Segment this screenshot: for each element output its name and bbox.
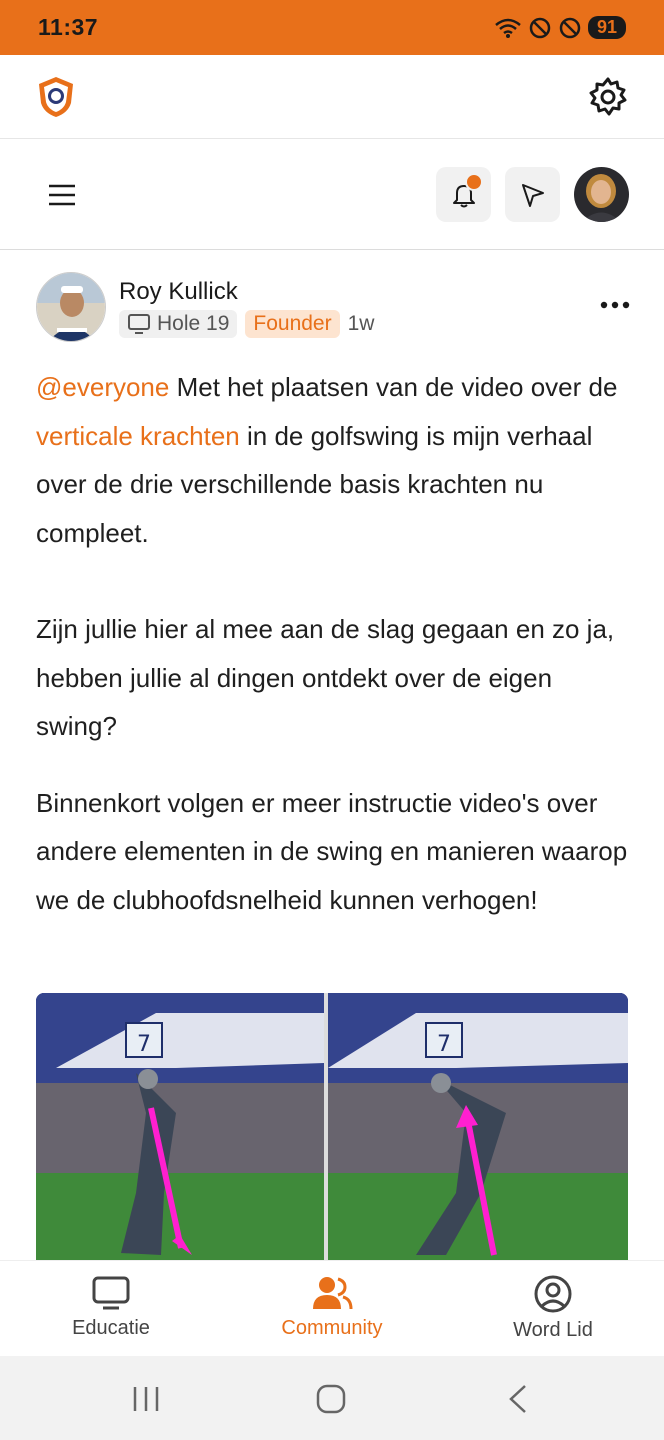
notification-badge (465, 173, 483, 191)
nav-community[interactable] (232, 1275, 432, 1340)
battery-level: 91 (588, 16, 626, 39)
post-paragraph-3: Binnenkort volgen er meer instructie video's over andere elementen in de swing en manieren waarop we de clubhoofdsnelheid kunnen verhogen! (36, 787, 628, 915)
back-icon[interactable] (505, 1383, 531, 1415)
user-circle-icon (533, 1275, 573, 1313)
more-options-icon[interactable] (596, 295, 636, 315)
mention-everyone[interactable]: @everyone (36, 372, 170, 402)
nav-label: Community (281, 1317, 383, 1339)
bottom-nav (0, 1260, 664, 1356)
system-nav-bar (0, 1356, 664, 1440)
monitor-icon (127, 313, 151, 335)
post-paragraph-2: Zijn jullie hier al mee aan de slag gegaan en zo ja, hebben jullie al dingen ontdekt over de eigen swing? (36, 614, 615, 741)
nav-label: Word Lid (513, 1319, 593, 1341)
channel-chip[interactable] (119, 310, 237, 338)
channel-label: Hole 19 (157, 312, 230, 335)
status-icons (494, 16, 626, 40)
post-time: 1w (347, 312, 375, 335)
hole-sign-left: 7 (137, 1032, 151, 1057)
author-name[interactable]: Roy Kullick (119, 278, 238, 305)
community-icon (311, 1275, 353, 1311)
post-body (36, 363, 636, 924)
do-not-disturb-icon (528, 16, 552, 40)
post-text: in de golfswing is mijn verhaal over de drie verschillende basis krachten nu compleet. (36, 420, 593, 548)
post-card (0, 251, 664, 1261)
post-text: Met het plaatsen van de video over de (169, 372, 618, 402)
recent-apps-icon[interactable] (130, 1384, 162, 1414)
nav-word-lid[interactable] (453, 1275, 653, 1342)
hamburger-icon[interactable] (44, 180, 80, 210)
notifications-button[interactable] (436, 167, 491, 222)
toolbar (0, 140, 664, 250)
author-avatar[interactable] (36, 272, 106, 342)
post-meta (119, 310, 374, 338)
status-time: 11:37 (38, 14, 99, 40)
messages-button[interactable] (505, 167, 560, 222)
nav-educatie[interactable] (11, 1275, 211, 1340)
role-badge: Founder (245, 310, 339, 338)
user-avatar[interactable] (574, 167, 629, 222)
status-bar (0, 0, 664, 55)
post-paragraph-1 (36, 363, 636, 557)
wifi-icon (494, 17, 522, 39)
app-header (0, 55, 664, 139)
video-thumbnail[interactable] (36, 993, 628, 1261)
send-icon (518, 180, 548, 210)
home-icon[interactable] (315, 1383, 347, 1415)
club-crest-logo[interactable] (36, 75, 76, 119)
nav-label: Educatie (72, 1317, 150, 1339)
blocked-icon (558, 16, 582, 40)
hole-sign-right: 7 (437, 1032, 451, 1057)
video-link[interactable]: verticale krachten (36, 420, 240, 451)
gear-icon[interactable] (586, 75, 630, 119)
monitor-icon (91, 1275, 131, 1311)
